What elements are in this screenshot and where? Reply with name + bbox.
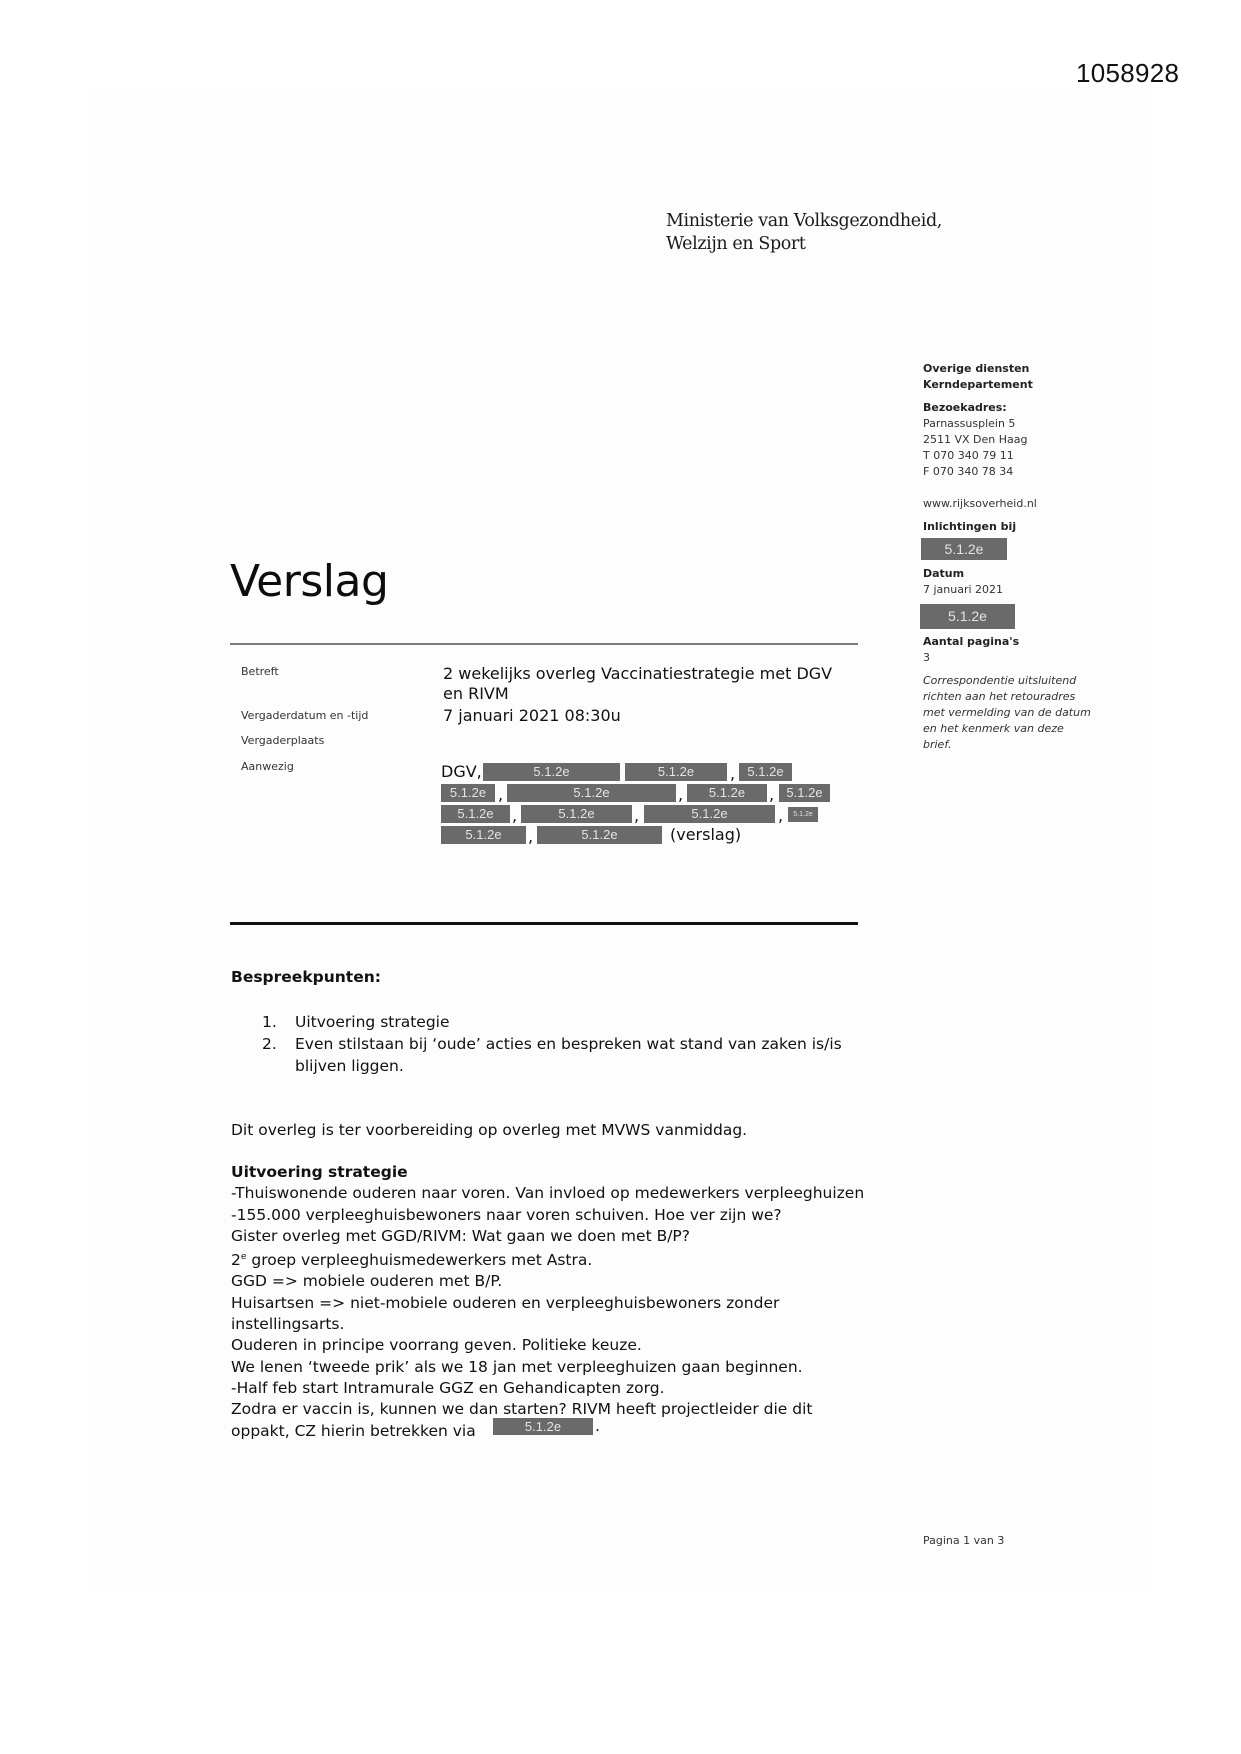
- address-city: 2511 VX Den Haag: [923, 433, 1028, 446]
- separator: ,: [512, 806, 518, 825]
- separator: ,: [769, 785, 775, 804]
- website-link[interactable]: www.rijksoverheid.nl: [923, 497, 1037, 510]
- agenda-item-number: 1.: [262, 1013, 277, 1031]
- sentence-period: .: [595, 1417, 600, 1435]
- redaction-box: 5.1.2e: [441, 805, 510, 823]
- agenda-item-number: 2.: [262, 1035, 277, 1053]
- note-line-3: met vermelding van de datum: [923, 706, 1091, 719]
- strategy-line: We lenen ‘tweede prik’ als we 18 jan met verpleeghuizen gaan beginnen.: [231, 1357, 803, 1376]
- redaction-box: 5.1.2e: [739, 763, 792, 781]
- sidebar-pages-block: [923, 634, 1143, 753]
- redaction-box: 5.1.2e: [687, 784, 767, 802]
- separator: ,: [730, 764, 736, 783]
- strategy-line: instellingsarts.: [231, 1315, 345, 1334]
- strategy-line: GGD => mobiele ouderen met B/P.: [231, 1272, 503, 1291]
- redaction-box: 5.1.2e: [507, 784, 676, 802]
- note-line-5: brief.: [923, 738, 952, 751]
- subject-line-2: en RIVM: [443, 684, 509, 703]
- date-value: 7 januari 2021: [923, 583, 1004, 596]
- separator: ,: [678, 785, 684, 804]
- ordinal-suffix: e: [240, 1252, 247, 1263]
- strategy-line-text: groep verpleeghuismedewerkers met Astra.: [251, 1251, 593, 1270]
- redaction-box: 5.1.2e: [779, 784, 830, 802]
- strategy-line: -Thuiswonende ouderen naar voren. Van invloed op medewerkers verpleeghuizen: [231, 1184, 865, 1203]
- agenda-item-continuation: blijven liggen.: [295, 1057, 404, 1075]
- address-heading: Bezoekadres:: [923, 401, 1007, 414]
- strategy-line: [231, 1247, 864, 1271]
- ministry-line-2: Welzijn en Sport: [666, 234, 806, 254]
- attendee-dgv: DGV,: [441, 762, 482, 781]
- pages-heading: Aantal pagina's: [923, 635, 1020, 648]
- divider-bottom: [230, 922, 858, 925]
- document-id: 1058928: [1076, 58, 1180, 88]
- date-heading: Datum: [923, 567, 965, 580]
- ministry-line-1: Ministerie van Volksgezondheid,: [666, 211, 942, 231]
- attendee-suffix: (verslag): [670, 825, 742, 844]
- page-title: Verslag: [230, 556, 389, 607]
- sidebar-date-block: [923, 566, 1143, 598]
- strategy-heading: Uitvoering strategie: [231, 1163, 408, 1181]
- redaction-box-inline: 5.1.2e: [493, 1418, 593, 1435]
- present-label: Aanwezig: [241, 760, 294, 773]
- agenda-item-text: Uitvoering strategie: [295, 1013, 450, 1031]
- subject-label: Betreft: [241, 665, 279, 678]
- strategy-line: -155.000 verpleeghuisbewoners naar voren schuiven. Hoe ver zijn we?: [231, 1205, 782, 1224]
- redaction-box: 5.1.2e: [644, 805, 775, 823]
- agenda-item-text: Even stilstaan bij ‘oude’ acties en bespreken wat stand van zaken is/is: [295, 1035, 842, 1053]
- separator: ,: [528, 827, 534, 846]
- strategy-line-text: oppakt, CZ hierin betrekken via: [231, 1421, 476, 1440]
- note-line-2: richten aan het retouradres: [923, 690, 1076, 703]
- intro-paragraph: Dit overleg is ter voorbereiding op overleg met MVWS vanmiddag.: [231, 1121, 748, 1139]
- strategy-line: Ouderen in principe voorrang geven. Politieke keuze.: [231, 1336, 642, 1355]
- redaction-box: 5.1.2e: [537, 826, 662, 844]
- info-heading: Inlichtingen bij: [923, 520, 1017, 533]
- datetime-value: 7 januari 2021 08:30u: [443, 706, 621, 725]
- strategy-line: Huisartsen => niet-mobiele ouderen en verpleeghuisbewoners zonder: [231, 1293, 780, 1312]
- note-line-4: en het kenmerk van deze: [923, 722, 1064, 735]
- redaction-box-info: 5.1.2e: [921, 538, 1007, 560]
- strategy-section: [231, 1162, 864, 1442]
- datetime-label: Vergaderdatum en -tijd: [241, 709, 369, 722]
- redaction-box: 5.1.2e: [625, 763, 727, 781]
- redaction-box: 5.1.2e: [521, 805, 632, 823]
- page-number: Pagina 1 van 3: [923, 1534, 1005, 1547]
- agenda-item: [262, 1011, 842, 1033]
- strategy-line: Gister overleg met GGD/RIVM: Wat gaan we doen met B/P?: [231, 1226, 691, 1245]
- separator: ,: [498, 785, 504, 804]
- redaction-box-small: 5.1.2e: [788, 807, 818, 822]
- redaction-box: 5.1.2e: [441, 826, 526, 844]
- redaction-box: 5.1.2e: [483, 763, 620, 781]
- dept-line-2: Kerndepartement: [923, 378, 1033, 391]
- separator: ,: [634, 806, 640, 825]
- redaction-box: 5.1.2e: [441, 784, 495, 802]
- dept-line-1: Overige diensten: [923, 362, 1030, 375]
- subject-line-1: 2 wekelijks overleg Vaccinatiestrategie met DGV: [443, 664, 833, 683]
- location-label: Vergaderplaats: [241, 734, 325, 747]
- divider-top: [230, 643, 858, 645]
- agenda-item: [262, 1033, 842, 1055]
- agenda-heading: Bespreekpunten:: [231, 968, 381, 986]
- ministry-logo-text: [666, 210, 942, 256]
- strategy-line: Zodra er vaccin is, kunnen we dan starten? RIVM heeft projectleider die dit: [231, 1400, 813, 1419]
- ordinal-number: 2: [231, 1251, 241, 1270]
- phone-number: T 070 340 79 11: [923, 449, 1014, 462]
- sidebar-info: [923, 361, 1143, 535]
- redaction-box-date: 5.1.2e: [920, 604, 1015, 629]
- subject-value: [443, 664, 832, 704]
- pages-value: 3: [923, 651, 930, 664]
- separator: ,: [778, 806, 784, 825]
- agenda-list: [262, 1011, 842, 1077]
- fax-number: F 070 340 78 34: [923, 465, 1014, 478]
- note-line-1: Correspondentie uitsluitend: [923, 674, 1077, 687]
- address-street: Parnassusplein 5: [923, 417, 1016, 430]
- strategy-line: -Half feb start Intramurale GGZ en Gehandicapten zorg.: [231, 1378, 665, 1397]
